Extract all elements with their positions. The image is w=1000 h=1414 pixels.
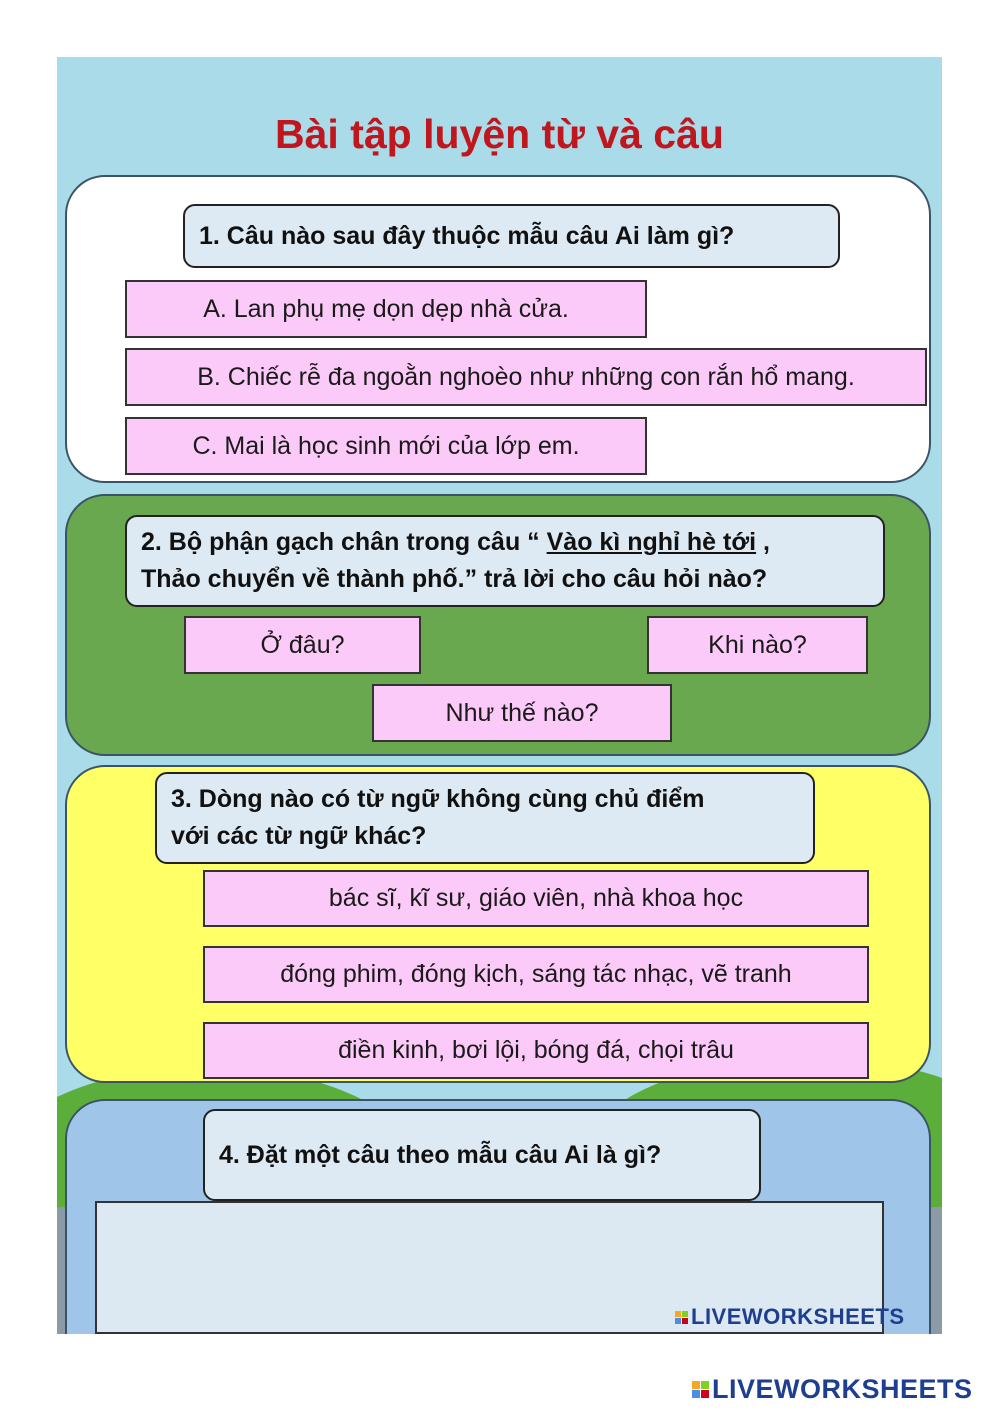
liveworksheets-logo-icon xyxy=(675,1311,688,1324)
q3-option-1[interactable]: bác sĩ, kĩ sư, giáo viên, nhà khoa học xyxy=(203,870,869,927)
question-1-box xyxy=(183,204,840,268)
q1-option-c[interactable]: C. Mai là học sinh mới của lớp em. xyxy=(125,417,647,475)
question-1-text: 1. Câu nào sau đây thuộc mẫu câu Ai làm gì? xyxy=(199,221,735,250)
question-3-box xyxy=(155,772,815,864)
question-4-text: 4. Đặt một câu theo mẫu câu Ai là gì? xyxy=(219,1140,662,1169)
inner-watermark-text: LIVEWORKSHEETS xyxy=(691,1304,905,1329)
worksheet xyxy=(57,57,942,1334)
q2-option-nhu-the-nao[interactable]: Như thế nào? xyxy=(372,684,672,742)
footer-watermark xyxy=(692,1374,973,1405)
question-3-line-2: với các từ ngữ khác? xyxy=(171,822,427,850)
underlined-phrase: Vào kì nghỉ hè tới xyxy=(546,528,757,556)
liveworksheets-logo-icon xyxy=(692,1381,709,1398)
question-3-line-1: 3. Dòng nào có từ ngữ không cùng chủ điểm xyxy=(171,785,705,813)
question-2-line-2: Thảo chuyển về thành phố.” trả lời cho câu hỏi nào? xyxy=(141,565,768,593)
q1-option-b[interactable]: B. Chiếc rễ đa ngoằn nghoèo như những con rắn hổ mang. xyxy=(125,348,927,406)
question-2-box xyxy=(125,515,885,607)
q2-option-o-dau[interactable]: Ở đâu? xyxy=(184,616,421,674)
page-title: Bài tập luyện từ và câu xyxy=(275,111,724,157)
question-2-line-1: 2. Bộ phận gạch chân trong câu “ Vào kì nghỉ hè tới , xyxy=(141,528,770,556)
inner-watermark xyxy=(675,1304,905,1330)
q3-option-3[interactable]: điền kinh, bơi lội, bóng đá, chọi trâu xyxy=(203,1022,869,1079)
q1-option-a[interactable]: A. Lan phụ mẹ dọn dẹp nhà cửa. xyxy=(125,280,647,338)
q3-option-2[interactable]: đóng phim, đóng kịch, sáng tác nhạc, vẽ tranh xyxy=(203,946,869,1003)
footer-watermark-text: LIVEWORKSHEETS xyxy=(712,1374,973,1404)
q2-option-khi-nao[interactable]: Khi nào? xyxy=(647,616,868,674)
question-4-box xyxy=(203,1109,761,1201)
